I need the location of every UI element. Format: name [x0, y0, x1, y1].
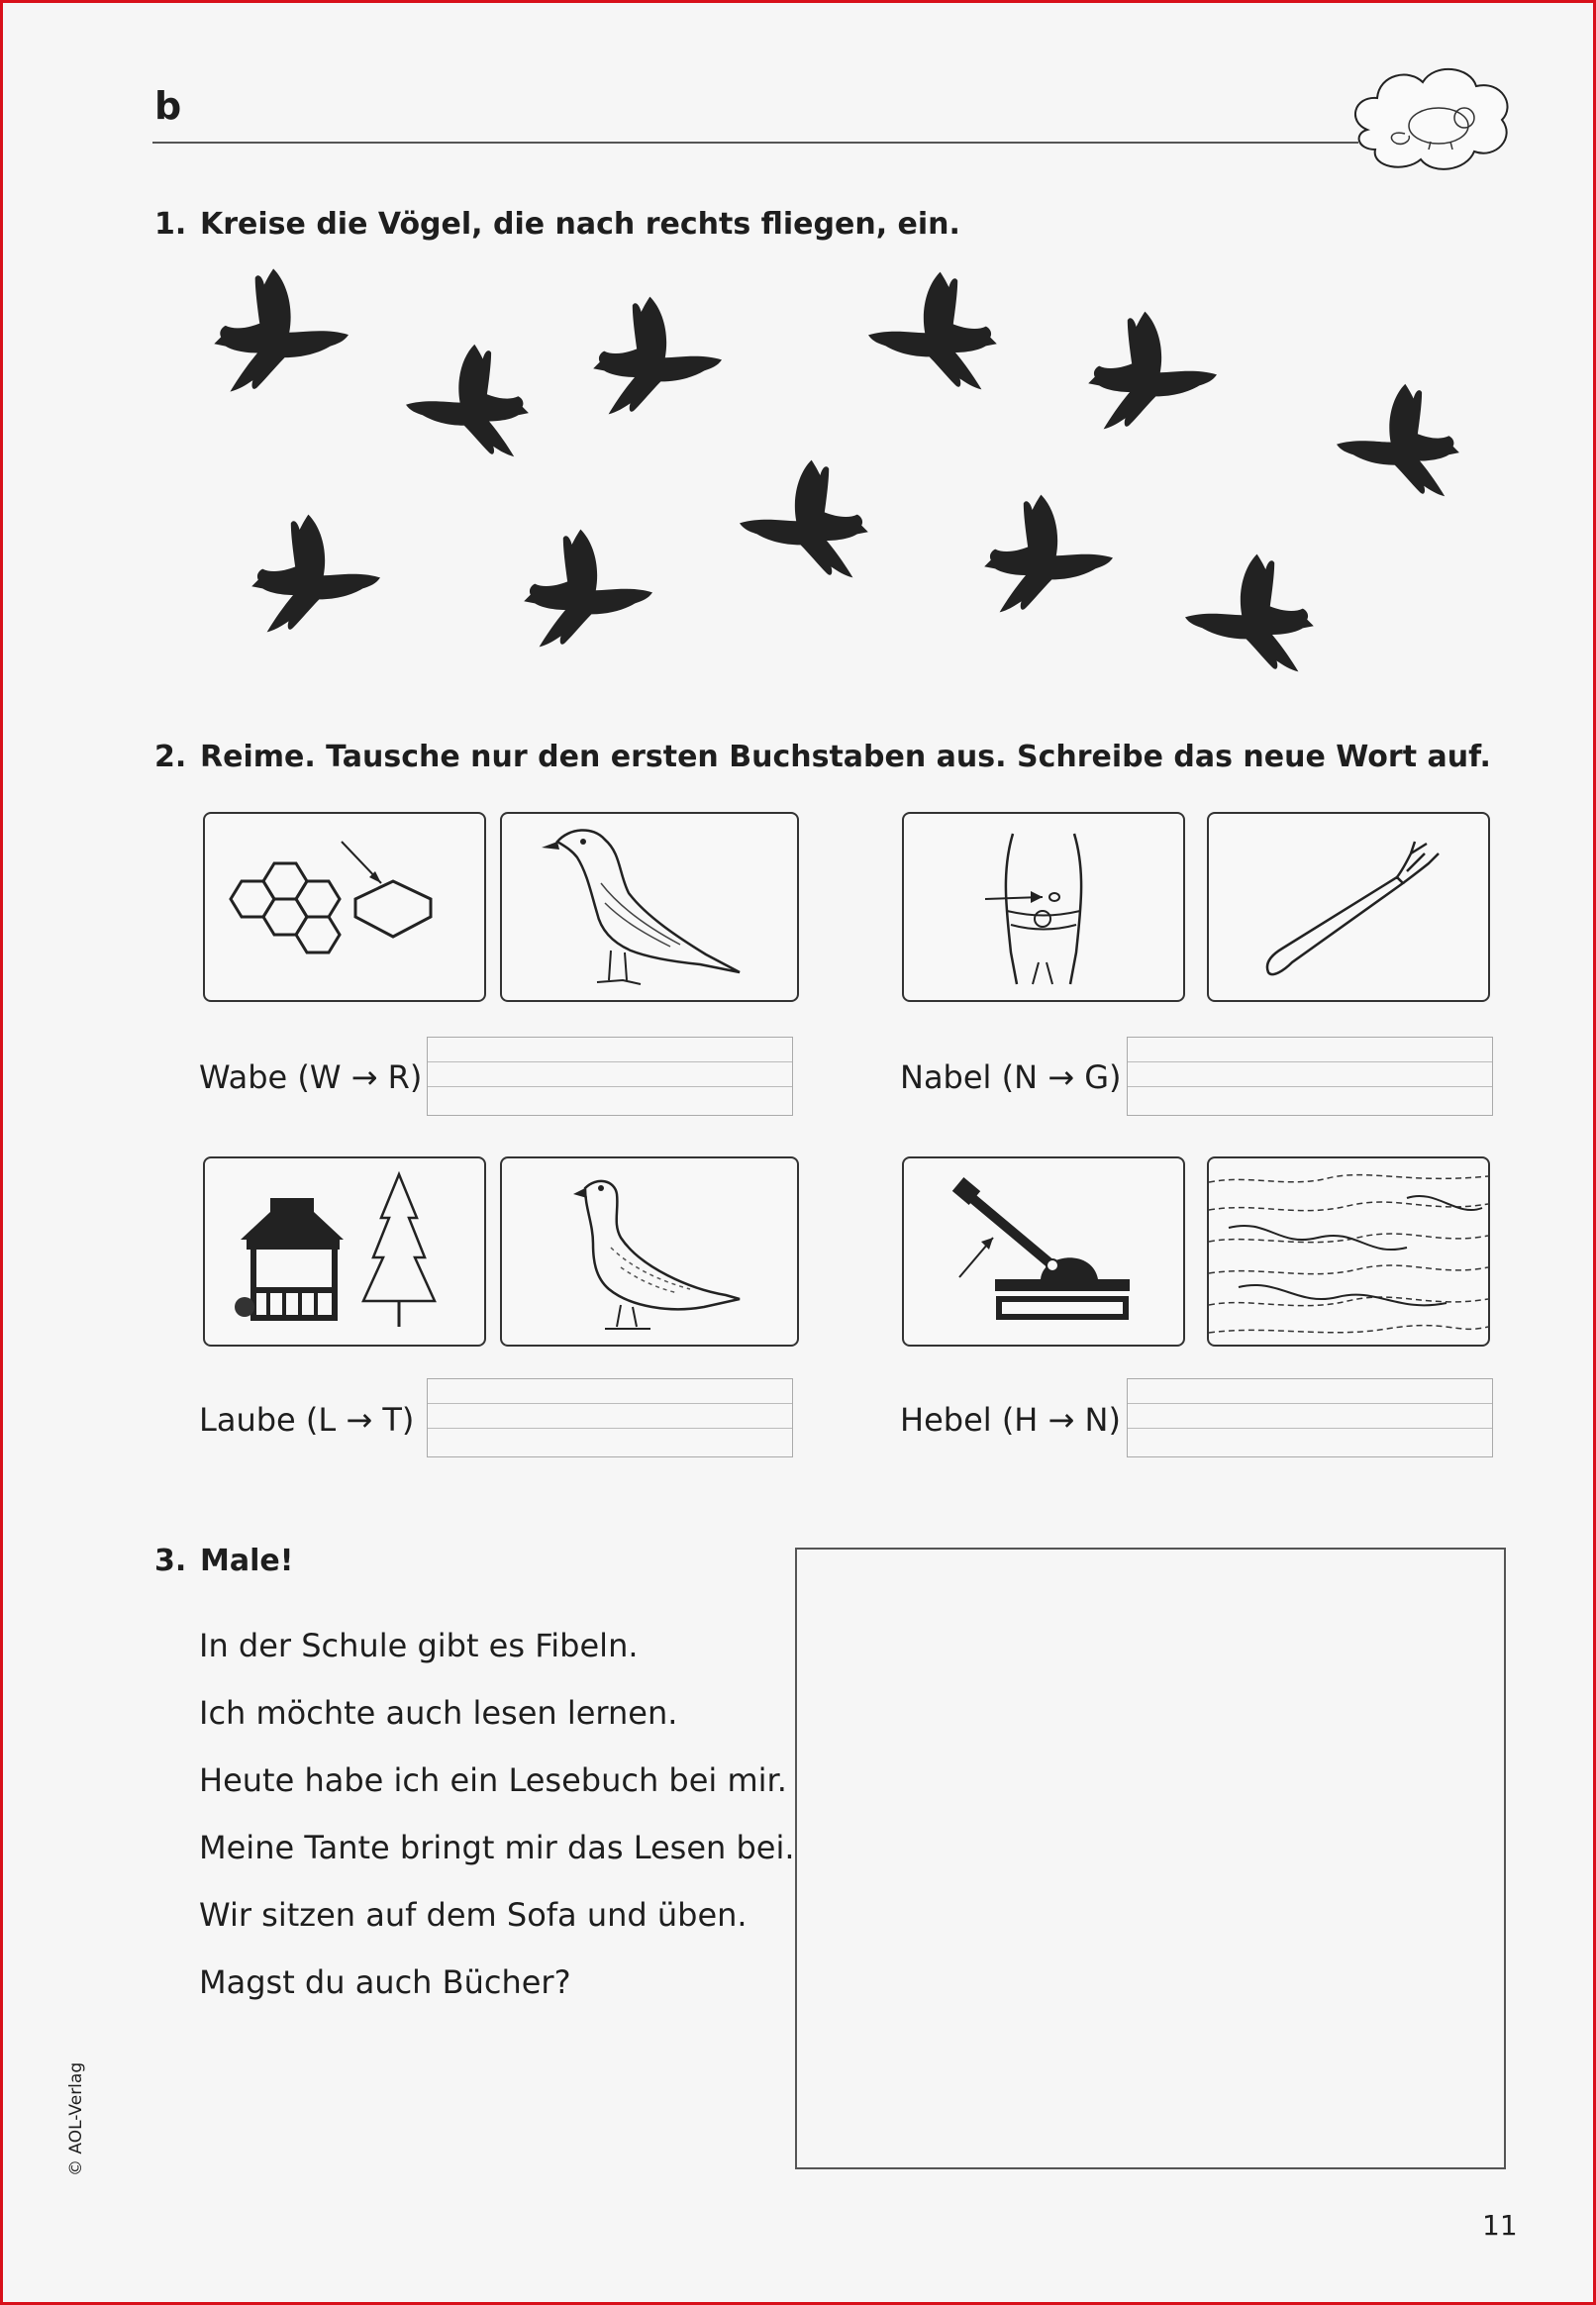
header-rule: [152, 142, 1358, 144]
arbor-icon: [205, 1158, 484, 1345]
fork-icon: [1209, 814, 1488, 1000]
sentence-4: Meine Tante bringt mir das Lesen bei.: [199, 1829, 795, 1866]
bird-left-2: [593, 297, 722, 415]
picture-arbor: [203, 1156, 486, 1347]
birds-illustration: [181, 262, 1498, 703]
picture-fog: [1207, 1156, 1490, 1347]
bird-left-1: [214, 268, 349, 391]
page-number: 11: [1482, 2209, 1518, 2242]
sentence-1: In der Schule gibt es Fibeln.: [199, 1627, 639, 1664]
rhyme-word-2: Nabel (N → G): [900, 1058, 1122, 1096]
belly-button-icon: [904, 814, 1183, 1000]
sentence-5: Wir sitzen auf dem Sofa und üben.: [199, 1896, 748, 1934]
picture-raven: [500, 812, 799, 1002]
task-3-number: 3.: [154, 1544, 187, 1578]
fog-icon: [1209, 1158, 1488, 1345]
picture-fork: [1207, 812, 1490, 1002]
beaver-cloud-icon: [1347, 60, 1516, 177]
copyright-label: © AOL-Verlag: [66, 2061, 86, 2176]
picture-lever: [902, 1156, 1185, 1347]
task-1-heading: [154, 207, 960, 242]
task-1-number: 1.: [154, 207, 187, 242]
writing-lines-1[interactable]: [427, 1037, 793, 1116]
picture-honeycomb: [203, 812, 486, 1002]
writing-lines-4[interactable]: [1127, 1378, 1493, 1457]
task-2-instruction: Reime. Tausche nur den ersten Buchstaben aus. Schreibe das neue Wort auf.: [200, 740, 1491, 774]
bird-right-2: [868, 272, 997, 390]
task-1-instruction: Kreise die Vögel, die nach rechts fliegen, ein.: [200, 207, 960, 242]
task-3-instruction: Male!: [200, 1544, 294, 1578]
raven-icon: [502, 814, 797, 1000]
dove-icon: [502, 1158, 797, 1345]
picture-dove: [500, 1156, 799, 1347]
bird-right-3: [1337, 384, 1459, 496]
sentence-3: Heute habe ich ein Lesebuch bei mir.: [199, 1761, 787, 1799]
bird-left-3: [1088, 312, 1217, 430]
rhyme-word-3: Laube (L → T): [199, 1401, 415, 1439]
picture-belly: [902, 812, 1185, 1002]
bird-right-5: [1185, 554, 1314, 672]
bird-left-4: [251, 515, 380, 633]
section-letter: b: [154, 84, 182, 128]
writing-lines-3[interactable]: [427, 1378, 793, 1457]
task-2-number: 2.: [154, 740, 187, 774]
honeycomb-icon: [205, 814, 484, 1000]
lever-icon: [904, 1158, 1183, 1345]
bird-right-4: [740, 460, 868, 578]
task-3-heading: [154, 1544, 293, 1578]
bird-right-1: [406, 345, 529, 456]
writing-lines-2[interactable]: [1127, 1037, 1493, 1116]
bird-left-6: [984, 495, 1113, 613]
sentence-6: Magst du auch Bücher?: [199, 1963, 571, 2001]
sentence-2: Ich möchte auch lesen lernen.: [199, 1694, 678, 1732]
bird-left-5: [524, 530, 652, 648]
drawing-box[interactable]: [795, 1548, 1506, 2169]
task-2-heading: [154, 740, 1491, 774]
rhyme-word-4: Hebel (H → N): [900, 1401, 1121, 1439]
rhyme-word-1: Wabe (W → R): [199, 1058, 423, 1096]
